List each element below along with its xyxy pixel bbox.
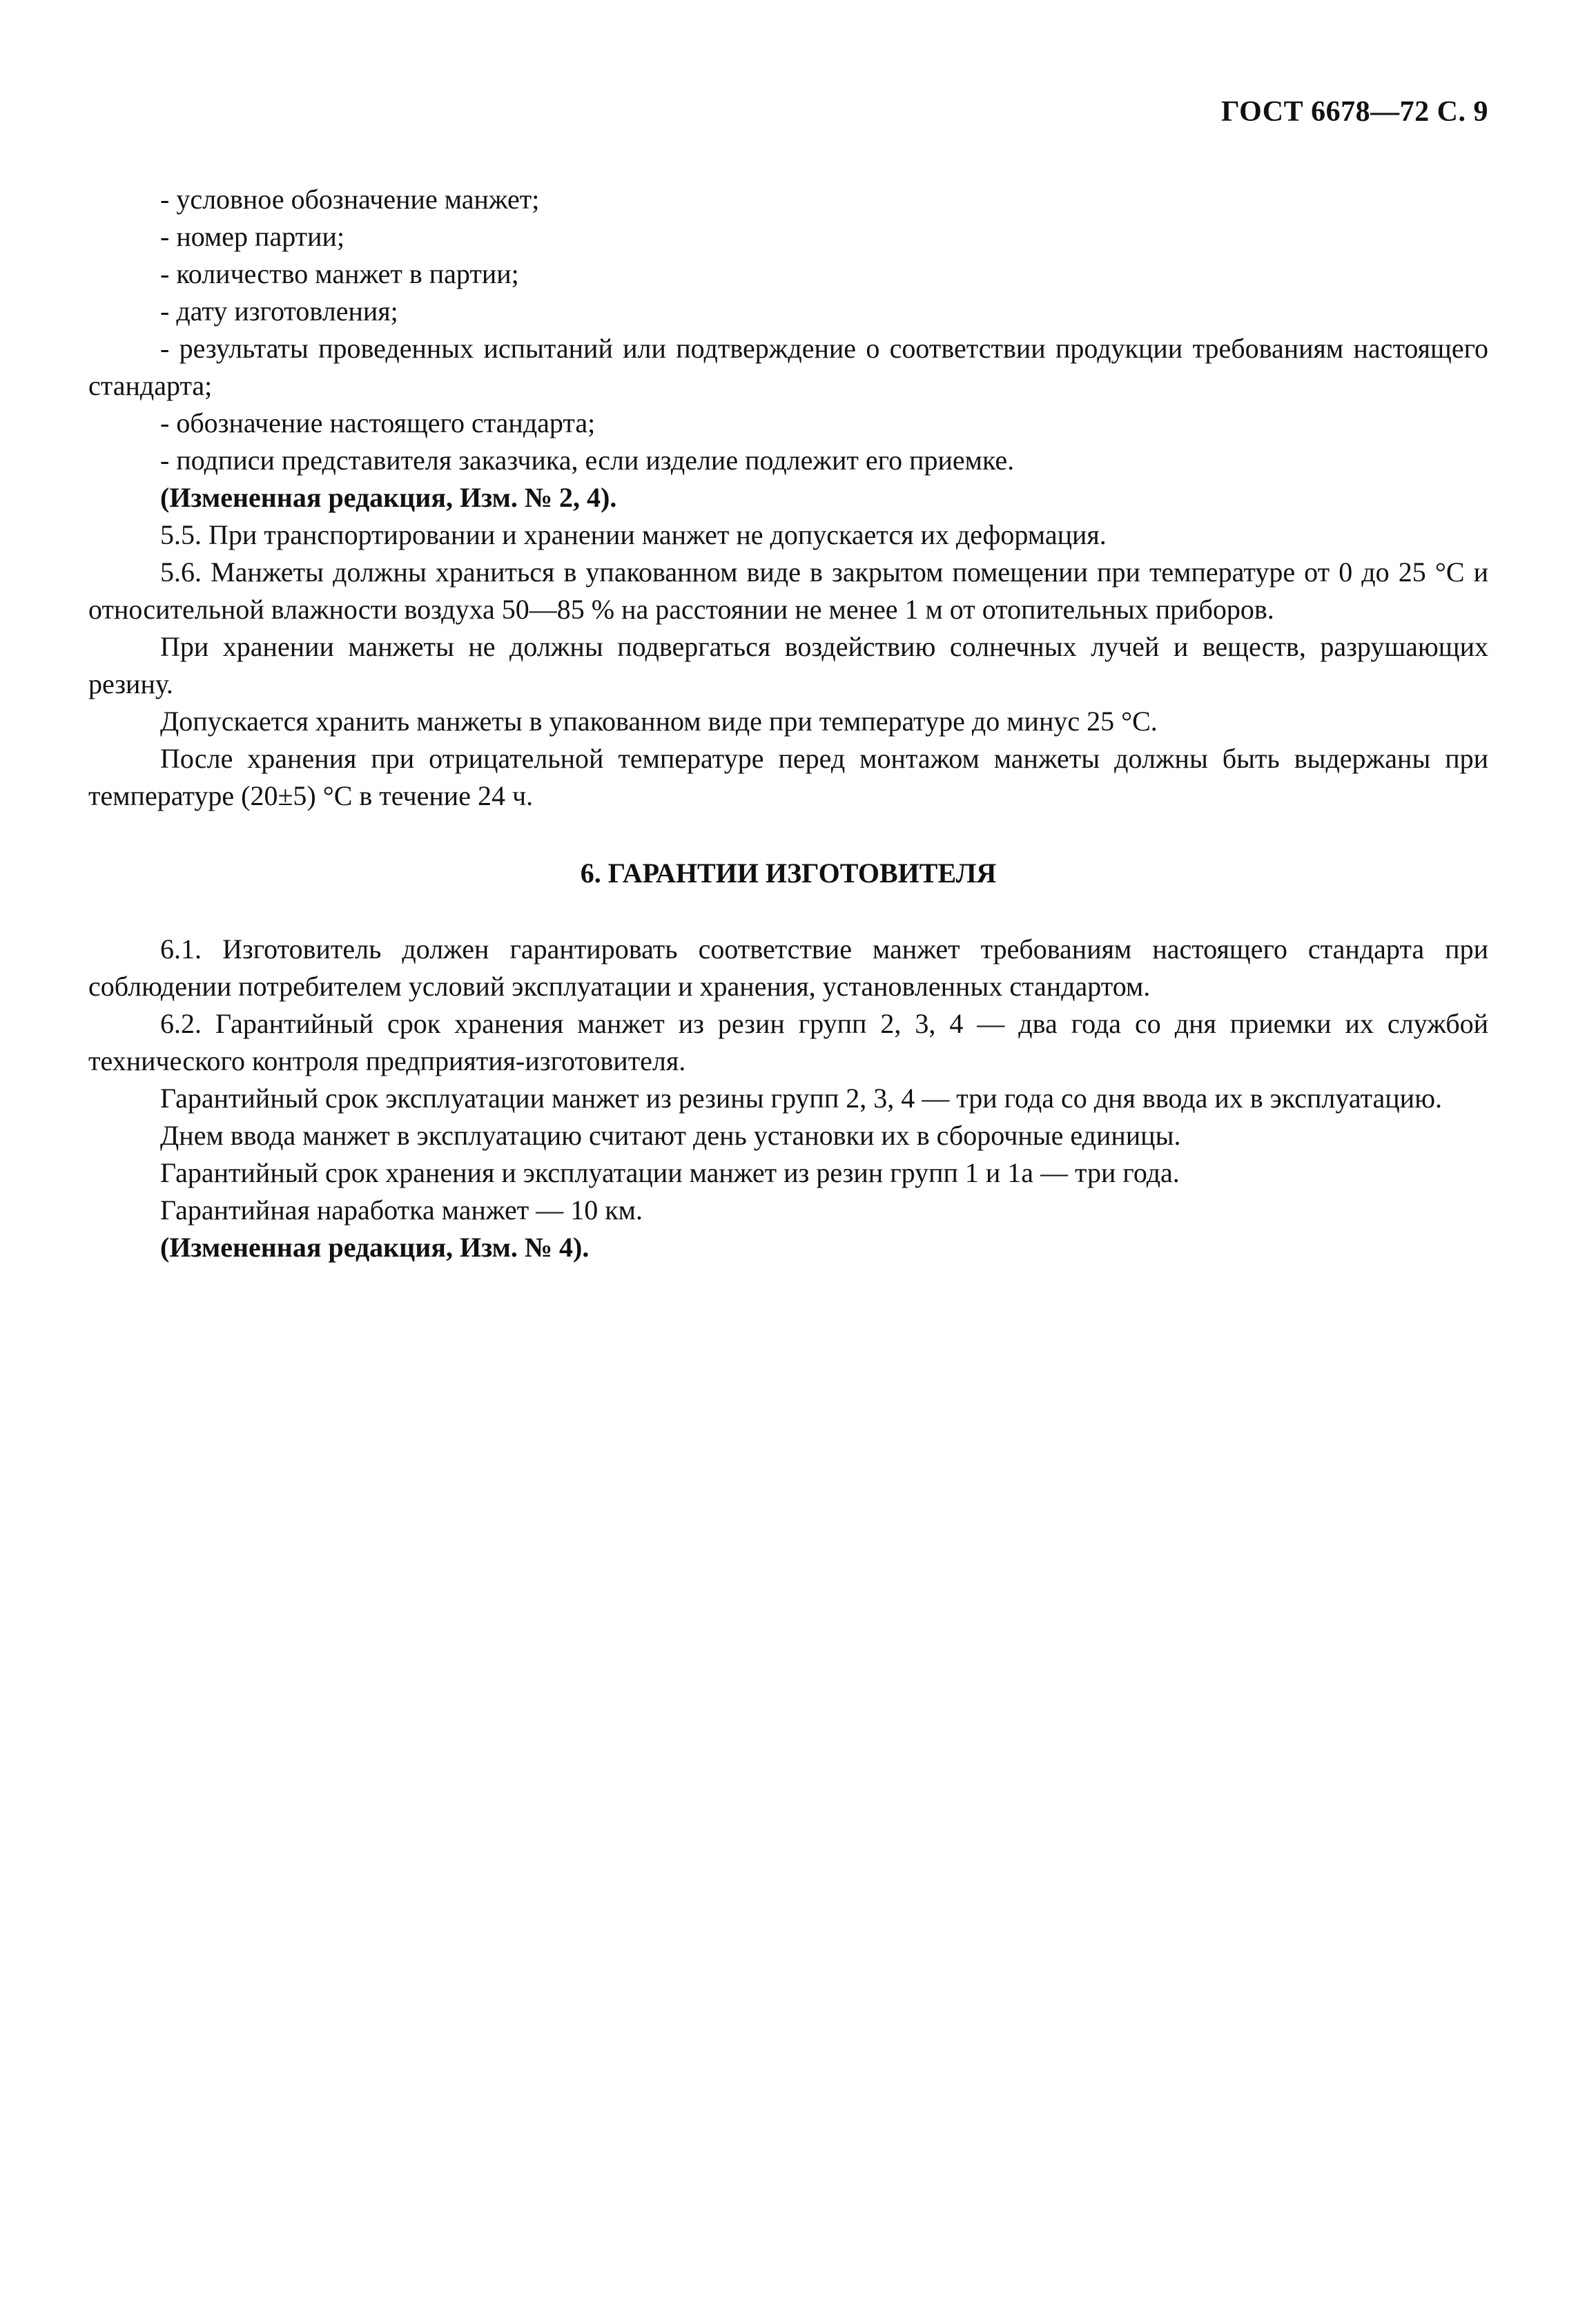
list-item: - результаты проведенных испытаний или подтверждение о соответствии продукции требованиям настоящего стандарта; [88, 333, 1488, 401]
document-body [88, 181, 1488, 1266]
paragraph-6-1: 6.1. Изготовитель должен гарантировать соответствие манжет требованиям настоящего стандарта при соблюдении потребителем условий эксплуатации и хранения, установленных стандартом. [88, 933, 1488, 1002]
paragraph-5-5: 5.5. При транспортировании и хранении манжет не допускается их деформация. [160, 519, 1107, 550]
amendment-note: (Измененная редакция, Изм. № 2, 4). [160, 482, 617, 513]
paragraph-5-6-minus: Допускается хранить манжеты в упакованном виде при температуре до минус 25 °С. [160, 706, 1158, 737]
list-item: - подписи представителя заказчика, если изделие подлежит его приемке. [160, 445, 1015, 476]
list-item: - количество манжет в партии; [160, 258, 519, 289]
paragraph-6-2-day: Днем ввода манжет в эксплуатацию считают день установки их в сборочные единицы. [160, 1120, 1181, 1151]
list-item: - номер партии; [160, 221, 345, 252]
page-header-doc-ref: ГОСТ 6678—72 С. 9 [1220, 96, 1488, 128]
list-item: - условное обозначение манжет; [160, 184, 540, 215]
list-item: - дату изготовления; [160, 296, 398, 327]
paragraph-5-6-sun: При хранении манжеты не должны подвергаться воздействию солнечных лучей и веществ, разрушающих резину. [88, 631, 1488, 699]
paragraph-6-2-exploitation: Гарантийный срок эксплуатации манжет из резины групп 2, 3, 4 — три года со дня ввода их в эксплуатацию. [160, 1083, 1442, 1114]
paragraph-6-2-groups1: Гарантийный срок хранения и эксплуатации манжет из резин групп 1 и 1а — три года. [160, 1157, 1180, 1188]
list-item: - обозначение настоящего стандарта; [160, 407, 596, 438]
paragraph-5-6-after: После хранения при отрицательной температуре перед монтажом манжеты должны быть выдержаны при температуре (20±5) °С в течение 24 ч. [88, 743, 1488, 811]
paragraph-5-6: 5.6. Манжеты должны храниться в упакованном виде в закрытом помещении при температуре от 0 до 25 °С и относительной влажности воздуха 50—85 % на расстоянии не менее 1 м от отопительных приборов. [88, 556, 1488, 625]
paragraph-6-2: 6.2. Гарантийный срок хранения манжет из резин групп 2, 3, 4 — два года со дня приемки их службой технического контроля предприятия-изготовителя. [88, 1008, 1488, 1076]
paragraph-6-2-mileage: Гарантийная наработка манжет — 10 км. [160, 1194, 643, 1226]
amendment-note: (Измененная редакция, Изм. № 4). [160, 1232, 590, 1263]
section-6-title: 6. ГАРАНТИИ ИЗГОТОВИТЕЛЯ [580, 858, 997, 889]
